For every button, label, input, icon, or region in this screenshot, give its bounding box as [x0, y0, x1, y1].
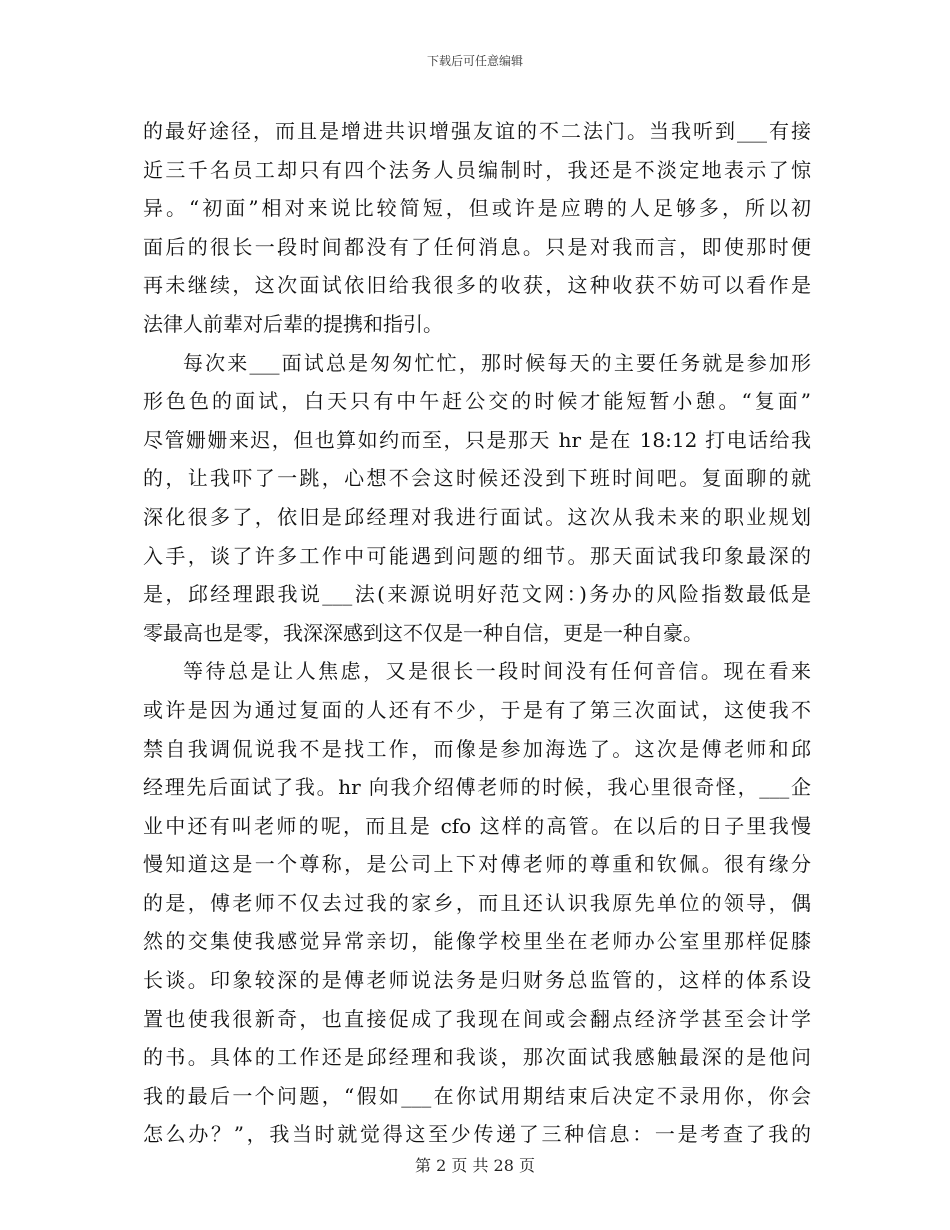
text-line: 等待总是让人焦虑，又是很长一段时间没有任何音信。现在看来 — [183, 659, 811, 684]
text-line: 入手，谈了许多工作中可能遇到问题的细节。那天面试我印象最深的 — [143, 543, 811, 568]
text-line: 我的最后一个问题，“假如___在你试用期结束后决定不录用你，你会 — [143, 1083, 811, 1108]
text-line: 的是，傅老师不仅去过我的家乡，而且还认识我原先单位的领导，偶 — [143, 890, 811, 915]
text-line: 近三千名员工却只有四个法务人员编制时，我还是不淡定地表示了惊 — [143, 157, 811, 182]
text-line: 的最好途径，而且是增进共识增强友谊的不二法门。当我听到___有接 — [143, 119, 811, 143]
text-line: 经理先后面试了我。hr 向我介绍傅老师的时候，我心里很奇怪，___企 — [143, 775, 811, 800]
text-line: 禁自我调侃说我不是找工作，而像是参加海选了。这次是傅老师和邱 — [143, 736, 811, 761]
text-line: 法律人前辈对后辈的提携和指引。 — [143, 311, 443, 336]
page-header: 下载后可任意编辑 — [426, 54, 523, 68]
paragraph-2 — [143, 344, 811, 653]
text-line: 深化很多了，依旧是邱经理对我进行面试。这次从我未来的职业规划 — [143, 504, 811, 529]
text-line: 再未继续，这次面试依旧给我很多的收获，这种收获不妨可以看作是 — [143, 273, 811, 298]
text-line: 长谈。印象较深的是傅老师说法务是归财务总监管的，这样的体系设 — [143, 968, 811, 993]
paragraph-1 — [143, 112, 811, 344]
text-line: 业中还有叫老师的呢，而且是 cfo 这样的高管。在以后的日子里我慢 — [143, 813, 811, 838]
text-line: 零最高也是零，我深深感到这不仅是一种自信，更是一种自豪。 — [143, 620, 703, 645]
text-line: 慢知道这是一个尊称，是公司上下对傅老师的尊重和钦佩。很有缘分 — [143, 852, 811, 877]
document-body — [143, 112, 811, 1154]
text-line: 异。“初面”相对来说比较简短，但或许是应聘的人足够多，所以初 — [143, 196, 811, 221]
text-line: 尽管姗姗来迟，但也算如约而至，只是那天 hr 是在 18:12 打电话给我 — [143, 427, 811, 452]
text-line: 的，让我吓了一跳，心想不会这时候还没到下班时间吧。复面聊的就 — [143, 466, 811, 491]
paragraph-3 — [143, 652, 811, 1154]
text-line: 面后的很长一段时间都没有了任何消息。只是对我而言，即使那时便 — [143, 234, 811, 259]
page-footer: 第 2 页 共 28 页 — [415, 1156, 535, 1175]
text-line: 形色色的面试，白天只有中午赶公交的时候才能短暂小憩。“复面” — [143, 389, 811, 414]
text-line: 的书。具体的工作还是邱经理和我谈，那次面试我感触最深的是他问 — [143, 1045, 811, 1070]
text-line: 置也使我很新奇，也直接促成了我现在间或会翻点经济学甚至会计学 — [143, 1006, 811, 1031]
text-line: 怎么办？”，我当时就觉得这至少传递了三种信息：一是考查了我的 — [143, 1122, 811, 1147]
text-line: 或许是因为通过复面的人还有不少，于是有了第三次面试，这使我不 — [143, 697, 811, 722]
text-line: 是，邱经理跟我说___法(来源说明好范文网：)务办的风险指数最低是 — [143, 582, 811, 607]
text-line: 每次来___面试总是匆匆忙忙，那时候每天的主要任务就是参加形 — [183, 350, 811, 375]
text-line: 然的交集使我感觉异常亲切，能像学校里坐在老师办公室里那样促膝 — [143, 929, 811, 954]
